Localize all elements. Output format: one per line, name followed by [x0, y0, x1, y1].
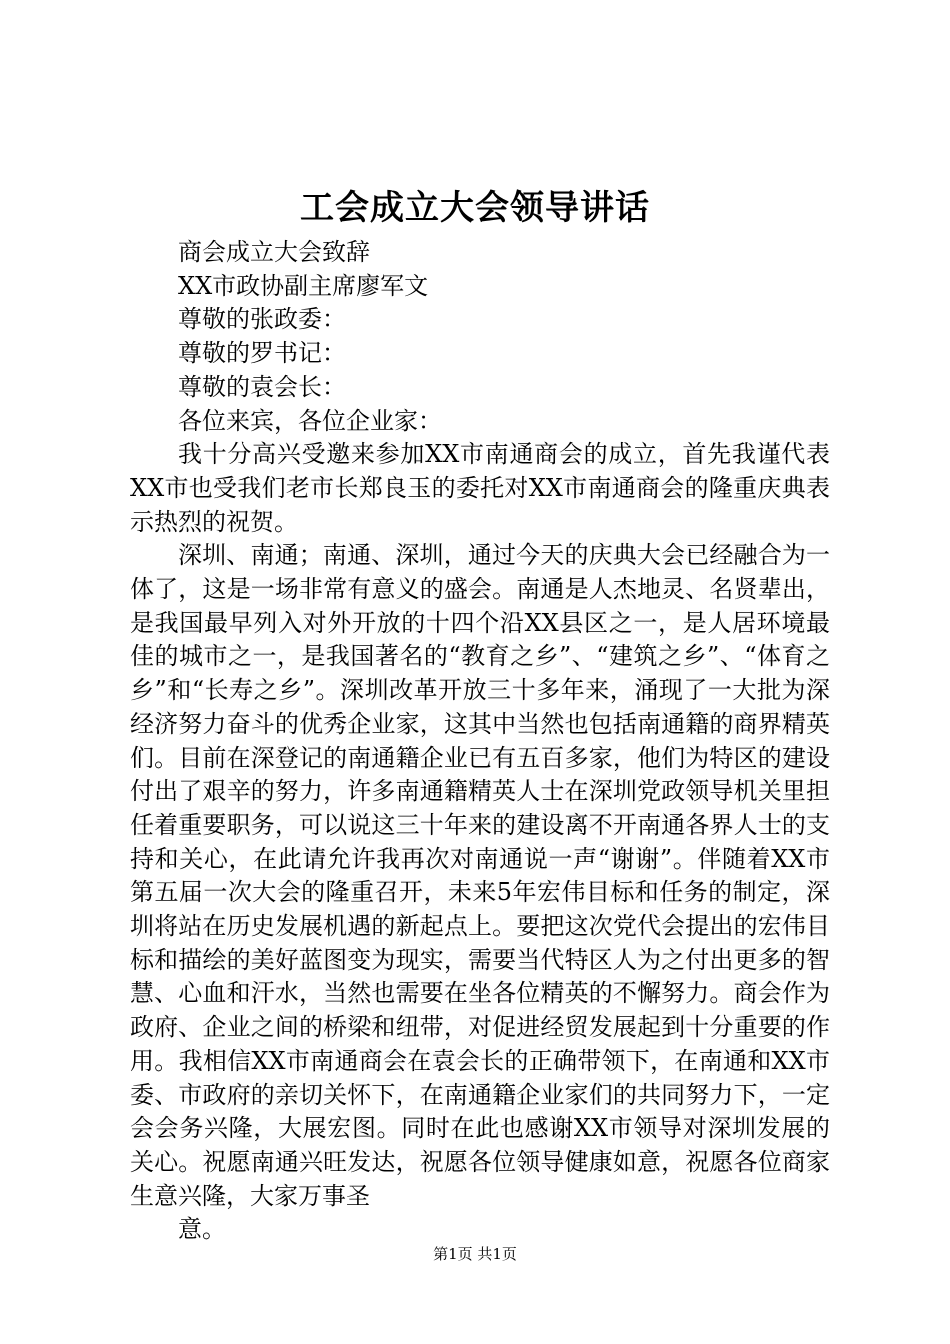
salutation-line: 尊敬的张政委： — [178, 305, 346, 334]
closing-line: 意。 — [178, 1215, 226, 1244]
body-paragraph: 我十分高兴受邀来参加XX市南通商会的成立，首先我谨代表XX市也受我们老市长郑良玉的委托对XX市南通商会的隆重庆典表示热烈的祝贺。 — [130, 440, 830, 536]
salutation-line: 尊敬的袁会长： — [178, 372, 346, 401]
speech-heading: 商会成立大会致辞 — [178, 238, 370, 266]
salutation-line: 尊敬的罗书记： — [178, 339, 346, 368]
salutation-line: 各位来宾，各位企业家： — [178, 406, 442, 435]
page-footer: 第1页 共1页 — [433, 1245, 517, 1263]
document-title: 工会成立大会领导讲话 — [300, 188, 650, 228]
document-body — [130, 236, 830, 1247]
speaker-line: XX市政协副主席廖军文 — [178, 271, 429, 300]
body-paragraph: 深圳、南通；南通、深圳，通过今天的庆典大会已经融合为一体了，这是一场非常有意义的盛会。南通是人杰地灵、名贤辈出，是我国最早列入对外开放的十四个沿XX县区之一，是人居环境最佳的城市之一，是我国著名的“教育之乡”、“建筑之乡”、“体育之乡”和“长寿之乡”。深圳改革开放三十多年来，涌现了一大批为深经济努力奋斗的优秀企业家，这其中当然也包括南通籍的商界精英们。目前在深登记的南通籍企业已有五百多家，他们为特区的建设付出了艰辛的努力，许多南通籍精英人士在深圳党政领导机关里担任着重要职务，可以说这三十年来的建设离不开南通各界人士的支持和关心，在此请允许我再次对南通说一声“谢谢”。伴随着XX市第五届一次大会的隆重召开，未来5年宏伟目标和任务的制定，深圳将站在历史发展机遇的新起点上。要把这次党代会提出的宏伟目标和描绘的美好蓝图变为现实，需要当代特区人为之付出更多的智慧、心血和汗水，当然也需要在坐各位精英的不懈努力。商会作为政府、企业之间的桥梁和纽带，对促进经贸发展起到十分重要的作用。我相信XX市南通商会在袁会长的正确带领下，在南通和XX市委、市政府的亲切关怀下，在南通籍企业家们的共同努力下，一定会会务兴隆，大展宏图。同时在此也感谢XX市领导对深圳发展的关心。祝愿南通兴旺发达，祝愿各位领导健康如意，祝愿各位商家生意兴隆，大家万事圣 — [130, 541, 830, 1210]
